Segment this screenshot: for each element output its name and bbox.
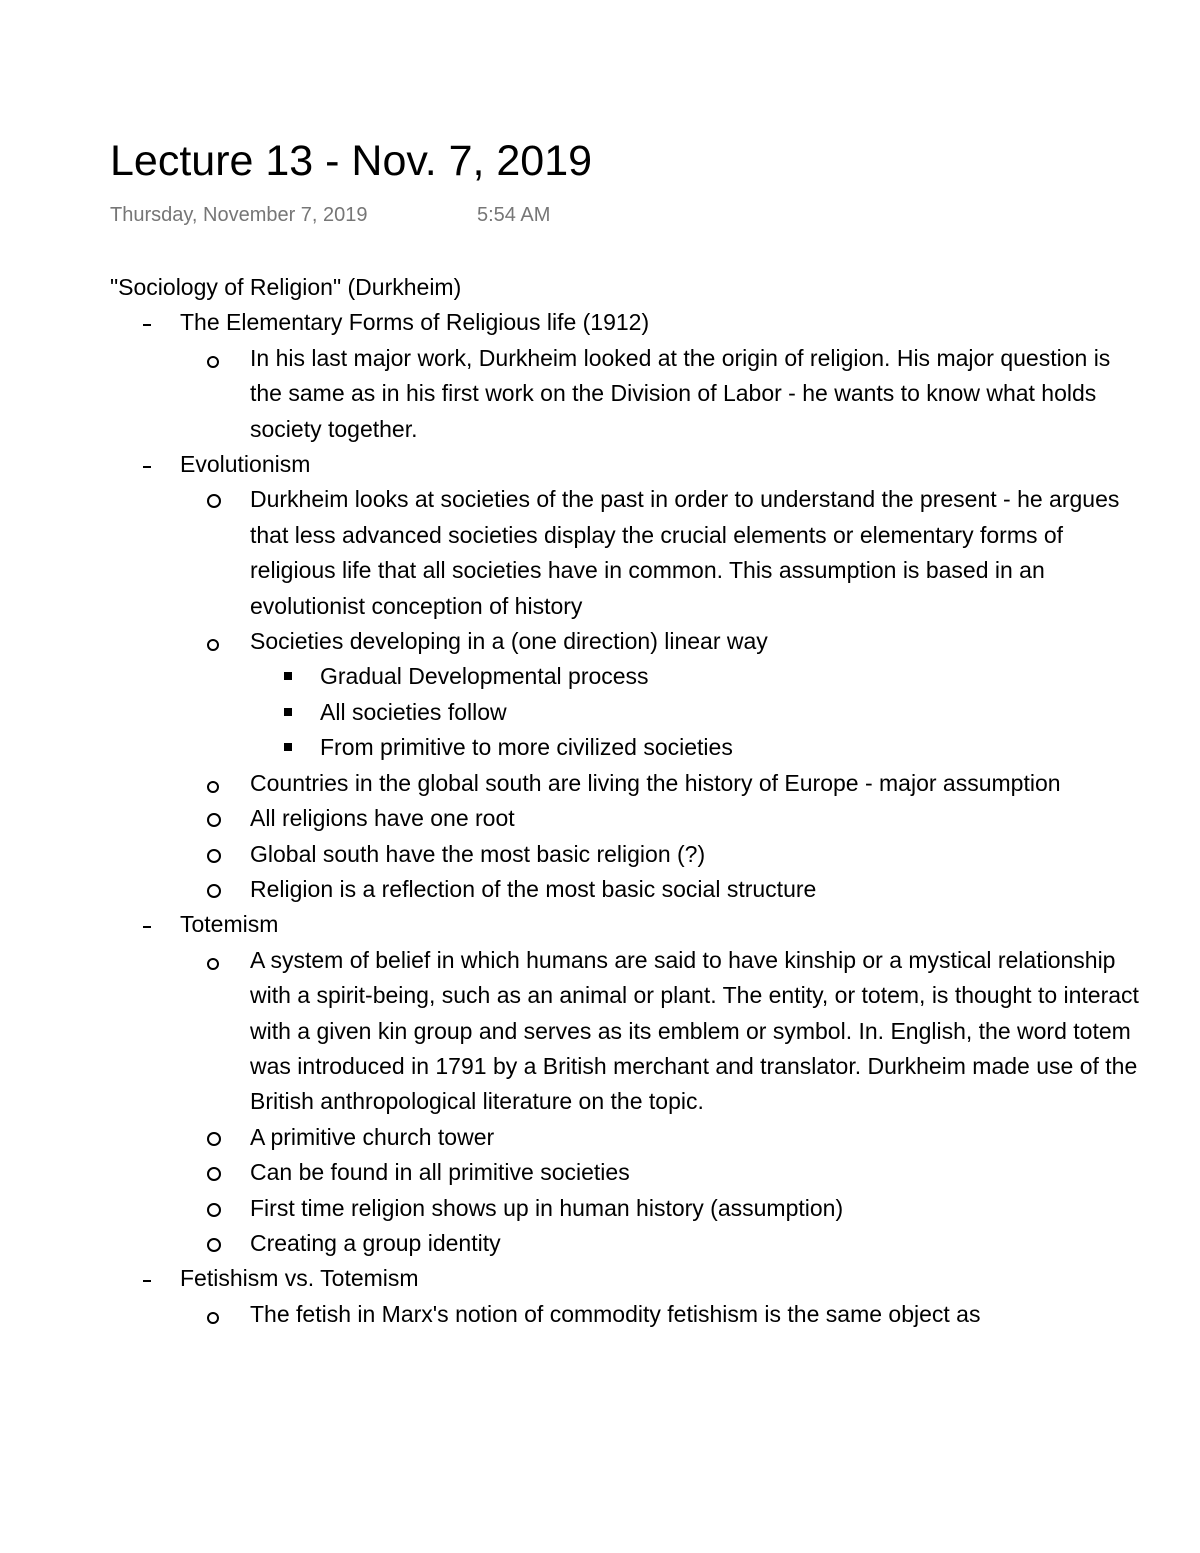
circle-bullet-icon: [207, 356, 219, 368]
sub-list: [110, 943, 1140, 1262]
circle-bullet-icon: [207, 958, 219, 970]
outline-item-label: Totemism: [180, 911, 279, 938]
square-bullet-icon: [284, 743, 292, 751]
sub-item-text: In his last major work, Durkheim looked at the origin of religion. His major question is the same as in his first work on the Division of Labor - he wants to know what holds society together.: [250, 344, 1111, 442]
sub-item-text: A system of belief in which humans are said to have kinship or a mystical relationship with a spirit-being, such as an animal or plant. The entity, or totem, is thought to interact with a given kin group and serves as its emblem or symbol. In. English, the word totem was introduced in 1791 by a British merchant and translator. Durkheim made use of the British anthropological literature on the topic.: [250, 946, 1139, 1115]
note-body: [110, 270, 1140, 1332]
sub-item: [110, 624, 1140, 766]
sub-item-text: Can be found in all primitive societies: [250, 1159, 630, 1186]
outline-item: [110, 1261, 1140, 1332]
sub-item-text: Societies developing in a (one direction) linear way: [250, 628, 768, 655]
sub-sub-item: [110, 730, 1140, 765]
outline-item-label: Fetishism vs. Totemism: [180, 1265, 419, 1292]
section-heading: "Sociology of Religion" (Durkheim): [110, 274, 462, 300]
sub-item-text: Global south have the most basic religion (?): [250, 840, 706, 867]
circle-bullet-icon: [207, 884, 221, 898]
outline-item-label: Evolutionism: [180, 451, 311, 478]
sub-sub-item-text: From primitive to more civilized societies: [320, 734, 733, 761]
sub-item-text: All religions have one root: [250, 805, 515, 832]
sub-item-text: The fetish in Marx's notion of commodity fetishism is the same object as: [250, 1300, 981, 1327]
outline-item: [110, 907, 1140, 1261]
circle-bullet-icon: [207, 849, 221, 863]
circle-bullet-icon: [207, 781, 219, 793]
sub-list: [110, 1297, 1140, 1332]
circle-bullet-icon: [207, 1132, 221, 1146]
sub-sub-item-text: All societies follow: [320, 698, 507, 725]
sub-item: [110, 801, 1140, 836]
sub-item: [110, 341, 1140, 447]
sub-item: [110, 482, 1140, 624]
sub-item-text: Durkheim looks at societies of the past in order to understand the present - he argues that less advanced societies display the crucial elements or elementary forms of religious life that all societies have in common. This assumption is based in an evolutionist conception of history: [250, 486, 1120, 619]
sub-item-text: Religion is a reflection of the most basic social structure: [250, 875, 817, 902]
outline-item: [110, 305, 1140, 447]
sub-item: [110, 1297, 1140, 1332]
circle-bullet-icon: [207, 1203, 221, 1217]
sub-item: [110, 943, 1140, 1120]
sub-item-text: Countries in the global south are living the history of Europe - major assumption: [250, 769, 1061, 796]
sub-list: [110, 482, 1140, 907]
sub-item: [110, 1226, 1140, 1261]
sub-sub-item-text: Gradual Developmental process: [320, 663, 649, 690]
circle-bullet-icon: [207, 639, 219, 651]
sub-item: [110, 1191, 1140, 1226]
outline-item-label: The Elementary Forms of Religious life (1912): [180, 309, 650, 336]
sub-item: [110, 872, 1140, 907]
sub-item: [110, 837, 1140, 872]
sub-item-text: Creating a group identity: [250, 1229, 501, 1256]
sub-sub-item: [110, 695, 1140, 730]
note-date: Thursday, November 7, 2019: [110, 204, 368, 226]
sub-sub-list: [110, 659, 1140, 765]
page-title: Lecture 13 - Nov. 7, 2019: [110, 137, 593, 185]
sub-item: [110, 1120, 1140, 1155]
sub-sub-item: [110, 659, 1140, 694]
sub-item-text: First time religion shows up in human history (assumption): [250, 1194, 844, 1221]
circle-bullet-icon: [207, 813, 221, 827]
note-time: 5:54 AM: [477, 204, 551, 226]
outline-list: [110, 305, 1140, 1332]
sub-list: [110, 341, 1140, 447]
square-bullet-icon: [284, 708, 292, 716]
circle-bullet-icon: [207, 1238, 221, 1252]
square-bullet-icon: [284, 672, 292, 680]
sub-item-text: A primitive church tower: [250, 1123, 495, 1150]
sub-item: [110, 766, 1140, 801]
circle-bullet-icon: [207, 1312, 219, 1324]
sub-item: [110, 1155, 1140, 1190]
outline-item: [110, 447, 1140, 907]
